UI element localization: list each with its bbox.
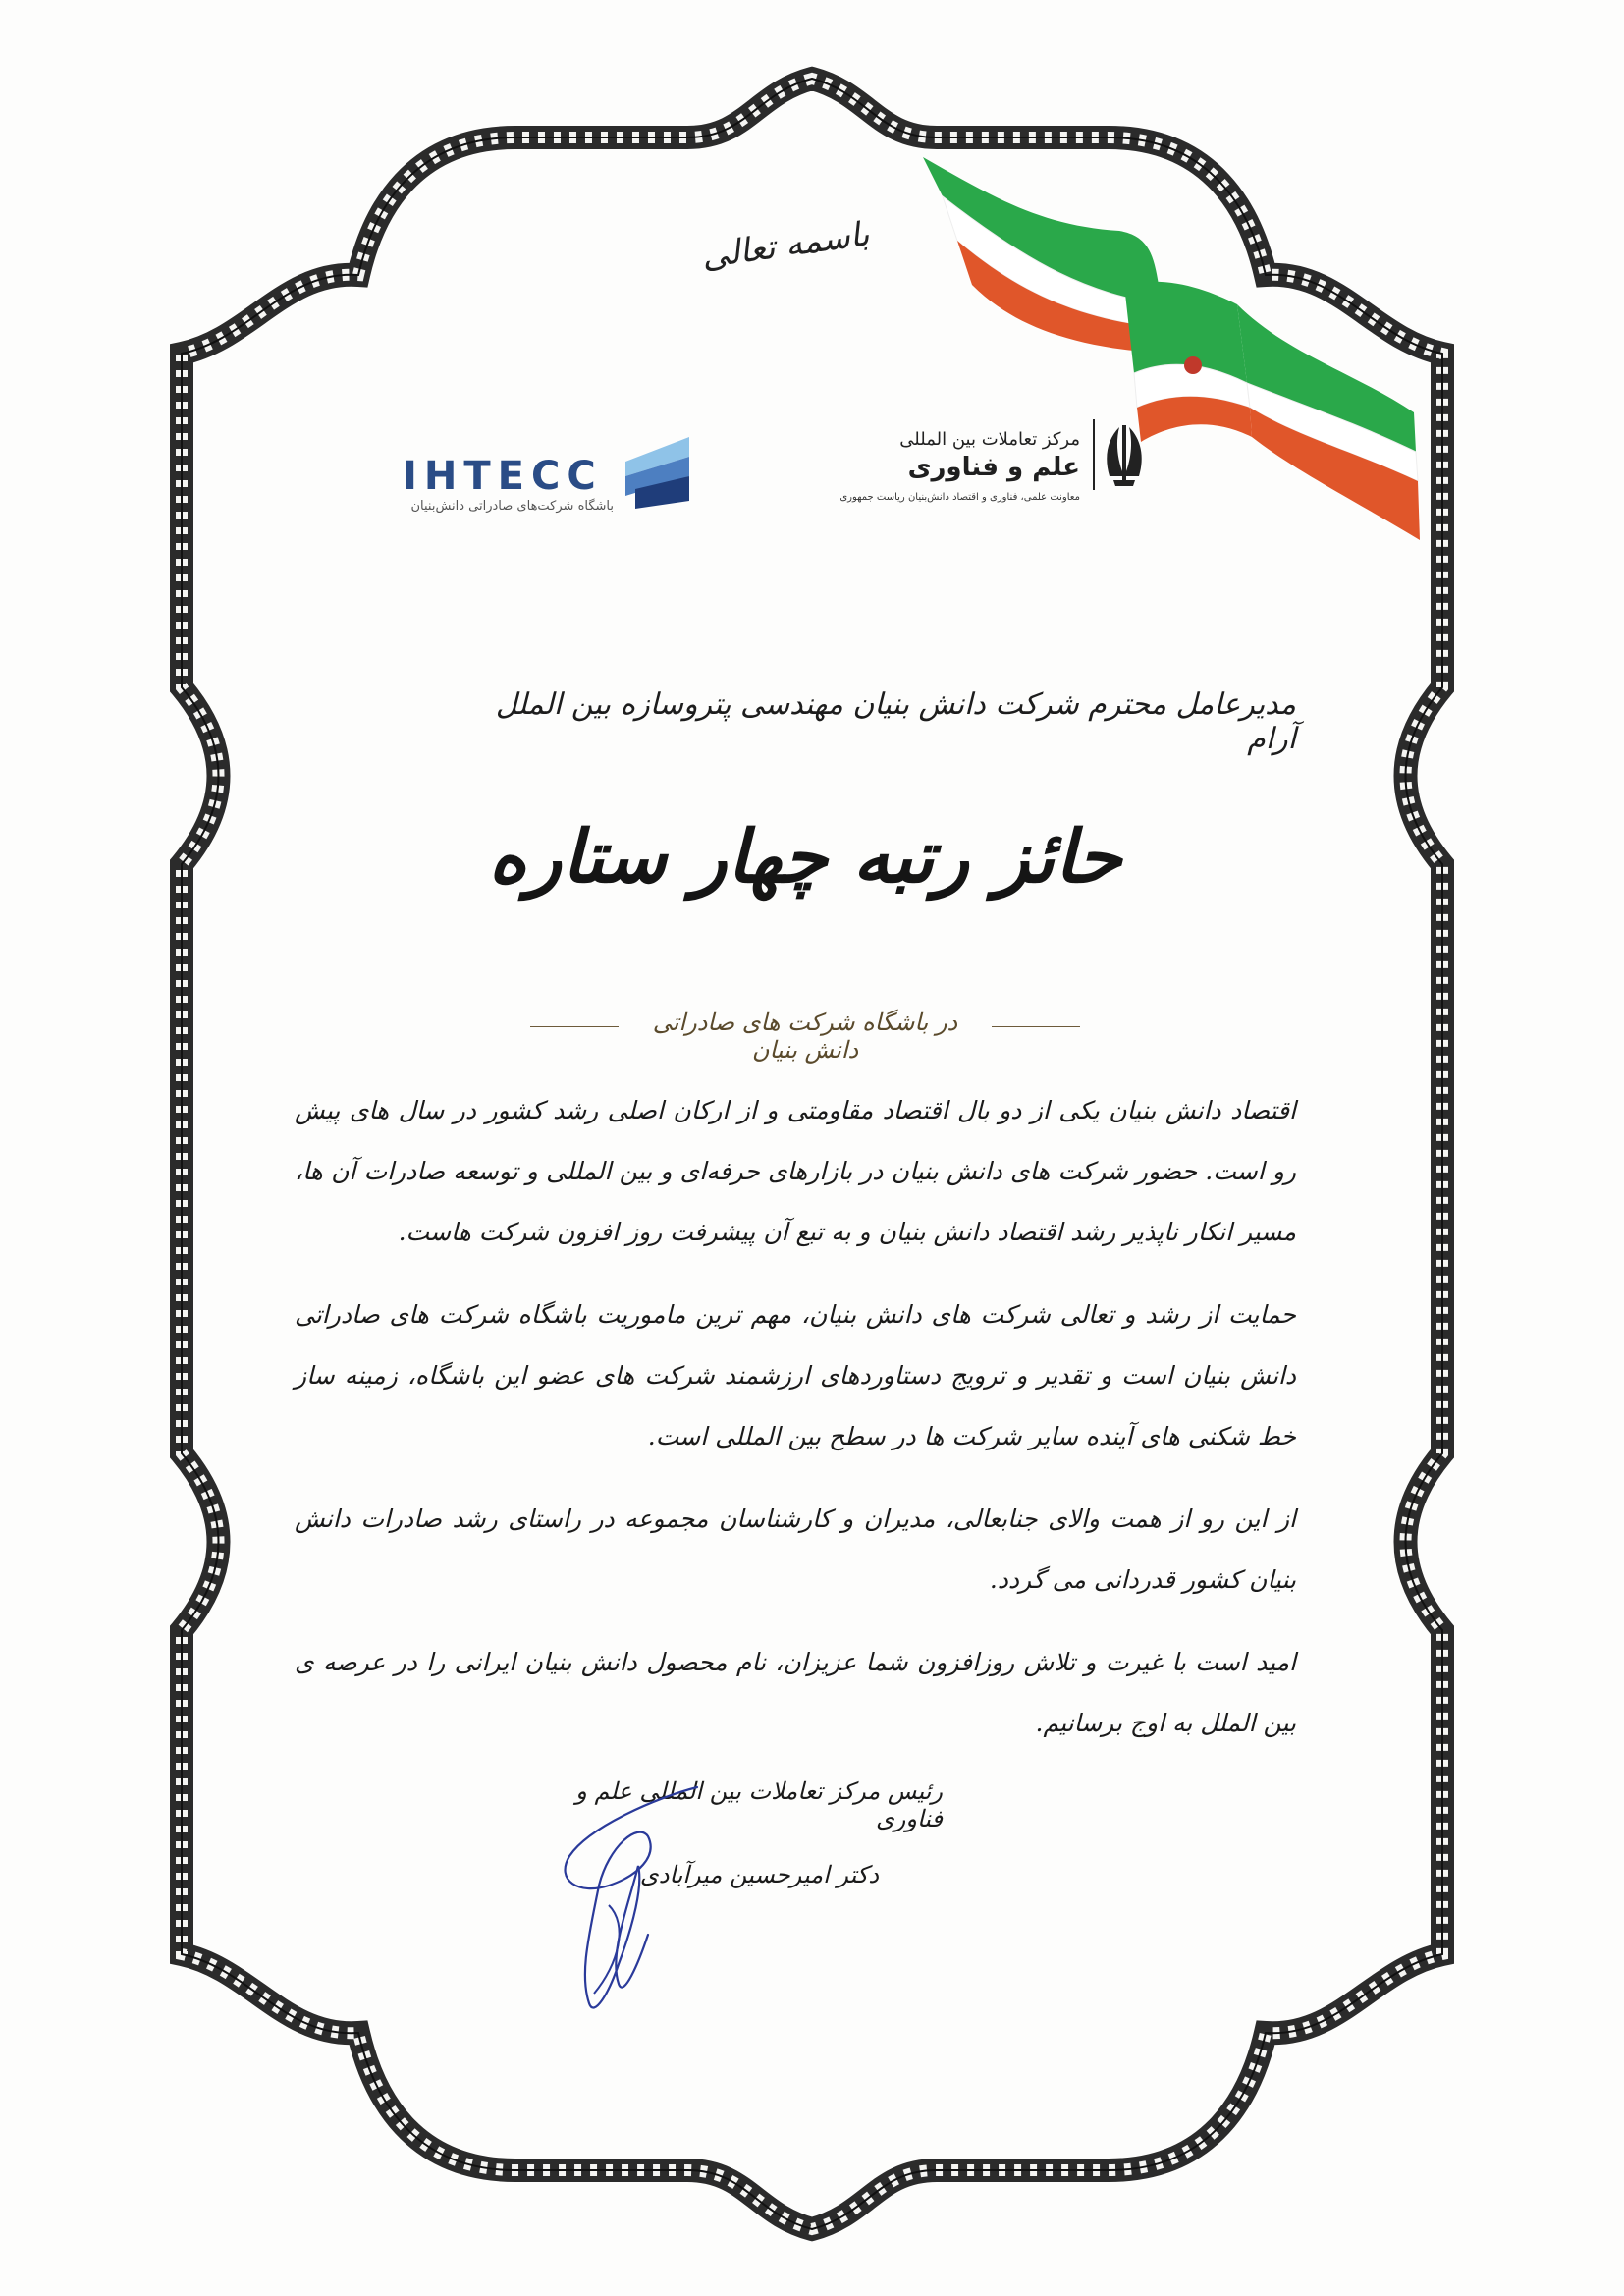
- signer-name: دکتر امیرحسین میرآبادی: [639, 1861, 879, 1888]
- center-logo-line3: معاونت علمی، فناوری و اقتصاد دانش‌بنیان ریاست جمهوری: [839, 492, 1080, 503]
- center-logo-line1: مرکز تعاملات بین المللی: [899, 429, 1080, 450]
- center-logo-line2: علم و فناوری: [907, 453, 1080, 482]
- subtitle: در باشگاه شرکت های صادراتی دانش بنیان: [652, 1009, 958, 1064]
- subtitle-rule-right: [992, 1026, 1080, 1027]
- ihtecc-logo: [393, 432, 707, 520]
- ihtecc-emblem-icon: [621, 432, 699, 511]
- basmala-calligraphy: باسمه تعالی: [699, 214, 872, 277]
- recipient-line: مدیرعامل محترم شرکت دانش بنیان مهندسی پتروسازه بین الملل آرام: [495, 687, 1296, 756]
- body-paragraph: اقتصاد دانش بنیان یکی از دو بال اقتصاد مقاومتی و از ارکان اصلی رشد کشور در سال های پیش رو است. حضور شرکت های دانش بنیان در بازارهای حرفه‌ای و بین المللی و توسعه صادرات آن ها، مسیر انکار ناپذیر رشد اقتصاد دانش بنیان و به تبع آن پیشرفت روز افزون شرکت هاست.: [295, 1096, 1296, 1246]
- center-logo: [839, 417, 1159, 516]
- body-paragraph: امید است با غیرت و تلاش روزافزون شما عزیزان، نام محصول دانش بنیان ایرانی را در عرصه ی بین الملل به اوج برسانیم.: [295, 1648, 1296, 1737]
- iran-emblem-icon: [1090, 417, 1159, 492]
- body-text: [295, 1080, 1296, 1776]
- body-paragraph: حمایت از رشد و تعالی شرکت های دانش بنیان، مهم ترین ماموریت باشگاه شرکت های صادراتی دانش بنیان است و تقدیر و ترویج دستاوردهای ارزشمند شرکت های عضو این باشگاه، زمینه ساز خط شکنی های آینده سایر شرکت ها در سطح بین المللی است.: [295, 1300, 1296, 1450]
- body-paragraph: از این رو از همت والای جنابعالی، مدیران و کارشناسان مجموعه در راستای رشد صادرات دانش بنیان کشور قدردانی می گردد.: [295, 1504, 1296, 1594]
- ihtecc-wordmark: IHTECC: [403, 454, 603, 499]
- signer-title: رئیس مرکز تعاملات بین المللی علم و فناوری: [575, 1777, 943, 1832]
- subtitle-rule-left: [530, 1026, 619, 1027]
- award-title: حائز رتبه چهار ستاره: [488, 815, 1122, 900]
- ihtecc-subtitle: باشگاه شرکت‌های صادراتی دانش‌بنیان: [410, 499, 614, 514]
- subtitle-row: [530, 1007, 1080, 1064]
- handwritten-signature: [550, 1768, 717, 2023]
